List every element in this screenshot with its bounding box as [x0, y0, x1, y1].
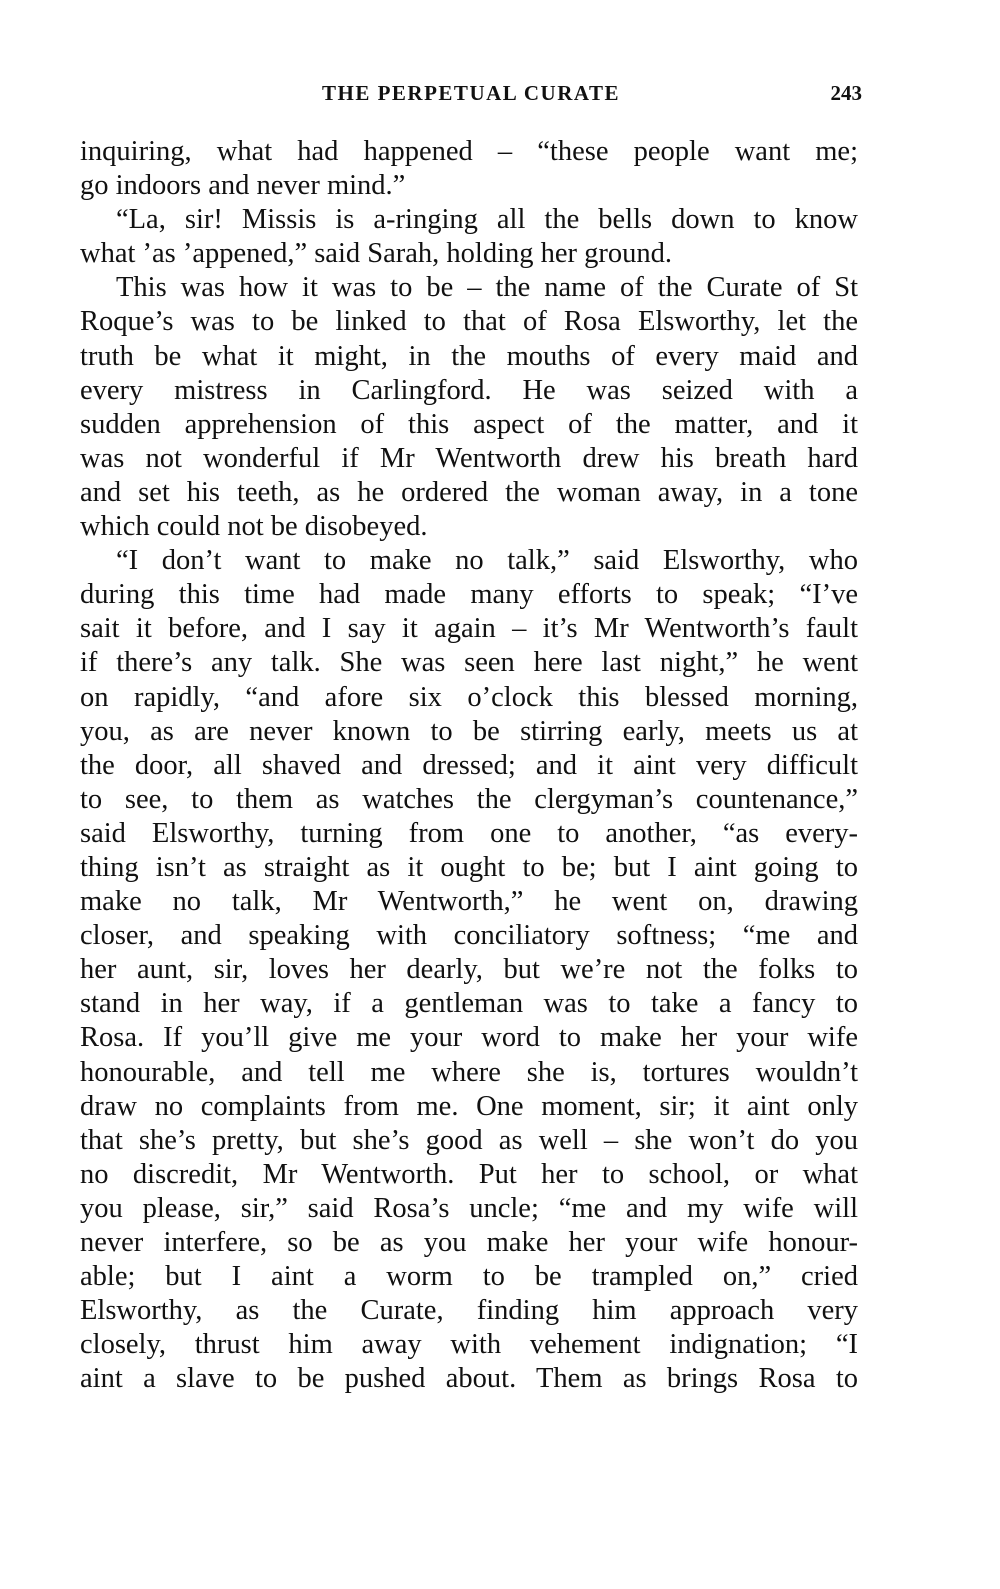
text-line: Rosa. If you’ll give me your word to make her your wife: [80, 1022, 858, 1054]
text-line: never interfere, so be as you make her your wife honour-: [80, 1227, 858, 1258]
text-line: inquiring, what had happened – “these people want me;: [80, 136, 858, 167]
text-line: no discredit, Mr Wentworth. Put her to school, or what: [80, 1158, 858, 1190]
text-line: thing isn’t as straight as it ought to be; but I aint going to: [80, 851, 858, 883]
text-line: Roque’s was to be linked to that of Rosa Elsworthy, let the: [80, 306, 858, 338]
text-line: closer, and speaking with conciliatory softness; “me and: [80, 920, 858, 952]
text-line: and set his teeth, as he ordered the woman away, in a tone: [80, 476, 858, 508]
body-text: [80, 135, 858, 1396]
text-line: Elsworthy, as the Curate, finding him approach very: [80, 1295, 858, 1327]
text-line: draw no complaints from me. One moment, sir; it aint only: [80, 1090, 858, 1122]
text-line: stand in her way, if a gentleman was to take a fancy to: [80, 988, 858, 1020]
text-line: you please, sir,” said Rosa’s uncle; “me and my wife will: [80, 1192, 858, 1224]
text-line: said Elsworthy, turning from one to another, “as every-: [80, 817, 858, 849]
running-title: THE PERPETUAL CURATE: [322, 81, 620, 105]
text-line: her aunt, sir, loves her dearly, but we’re not the folks to: [80, 954, 858, 986]
text-line: if there’s any talk. She was seen here last night,” he went: [80, 647, 858, 679]
text-line: to see, to them as watches the clergyman’s countenance,”: [80, 783, 858, 815]
text-line: closely, thrust him away with vehement indignation; “I: [80, 1329, 858, 1361]
text-line: during this time had made many efforts to speak; “I’ve: [80, 579, 858, 611]
text-line: “I don’t want to make no talk,” said Elsworthy, who: [116, 545, 858, 577]
running-header: [80, 78, 862, 108]
text-line: truth be what it might, in the mouths of every maid and: [80, 340, 858, 372]
text-line: you, as are never known to be stirring early, meets us at: [80, 715, 858, 747]
text-line: honourable, and tell me where she is, tortures wouldn’t: [80, 1056, 858, 1088]
text-line: on rapidly, “and afore six o’clock this blessed morning,: [80, 681, 858, 713]
text-line: every mistress in Carlingford. He was seized with a: [80, 374, 858, 406]
text-line: sudden apprehension of this aspect of the matter, and it: [80, 408, 858, 440]
text-line: “La, sir! Missis is a-ringing all the bells down to know: [116, 204, 858, 236]
text-line: go indoors and never mind.”: [80, 170, 406, 202]
text-line: what ’as ’appened,” said Sarah, holding her ground.: [80, 238, 672, 270]
text-line: aint a slave to be pushed about. Them as brings Rosa to: [80, 1363, 858, 1395]
text-line: This was how it was to be – the name of the Curate of St: [116, 272, 858, 304]
text-line: the door, all shaved and dressed; and it aint very difficult: [80, 749, 858, 781]
text-line: which could not be disobeyed.: [80, 511, 428, 543]
page-number: 243: [830, 81, 862, 105]
text-line: sait it before, and I say it again – it’s Mr Wentworth’s fault: [80, 613, 858, 645]
text-line: that she’s pretty, but she’s good as well – she won’t do you: [80, 1124, 858, 1156]
text-line: make no talk, Mr Wentworth,” he went on, drawing: [80, 886, 858, 918]
text-line: was not wonderful if Mr Wentworth drew his breath hard: [80, 442, 858, 474]
text-line: able; but I aint a worm to be trampled on,” cried: [80, 1261, 858, 1293]
